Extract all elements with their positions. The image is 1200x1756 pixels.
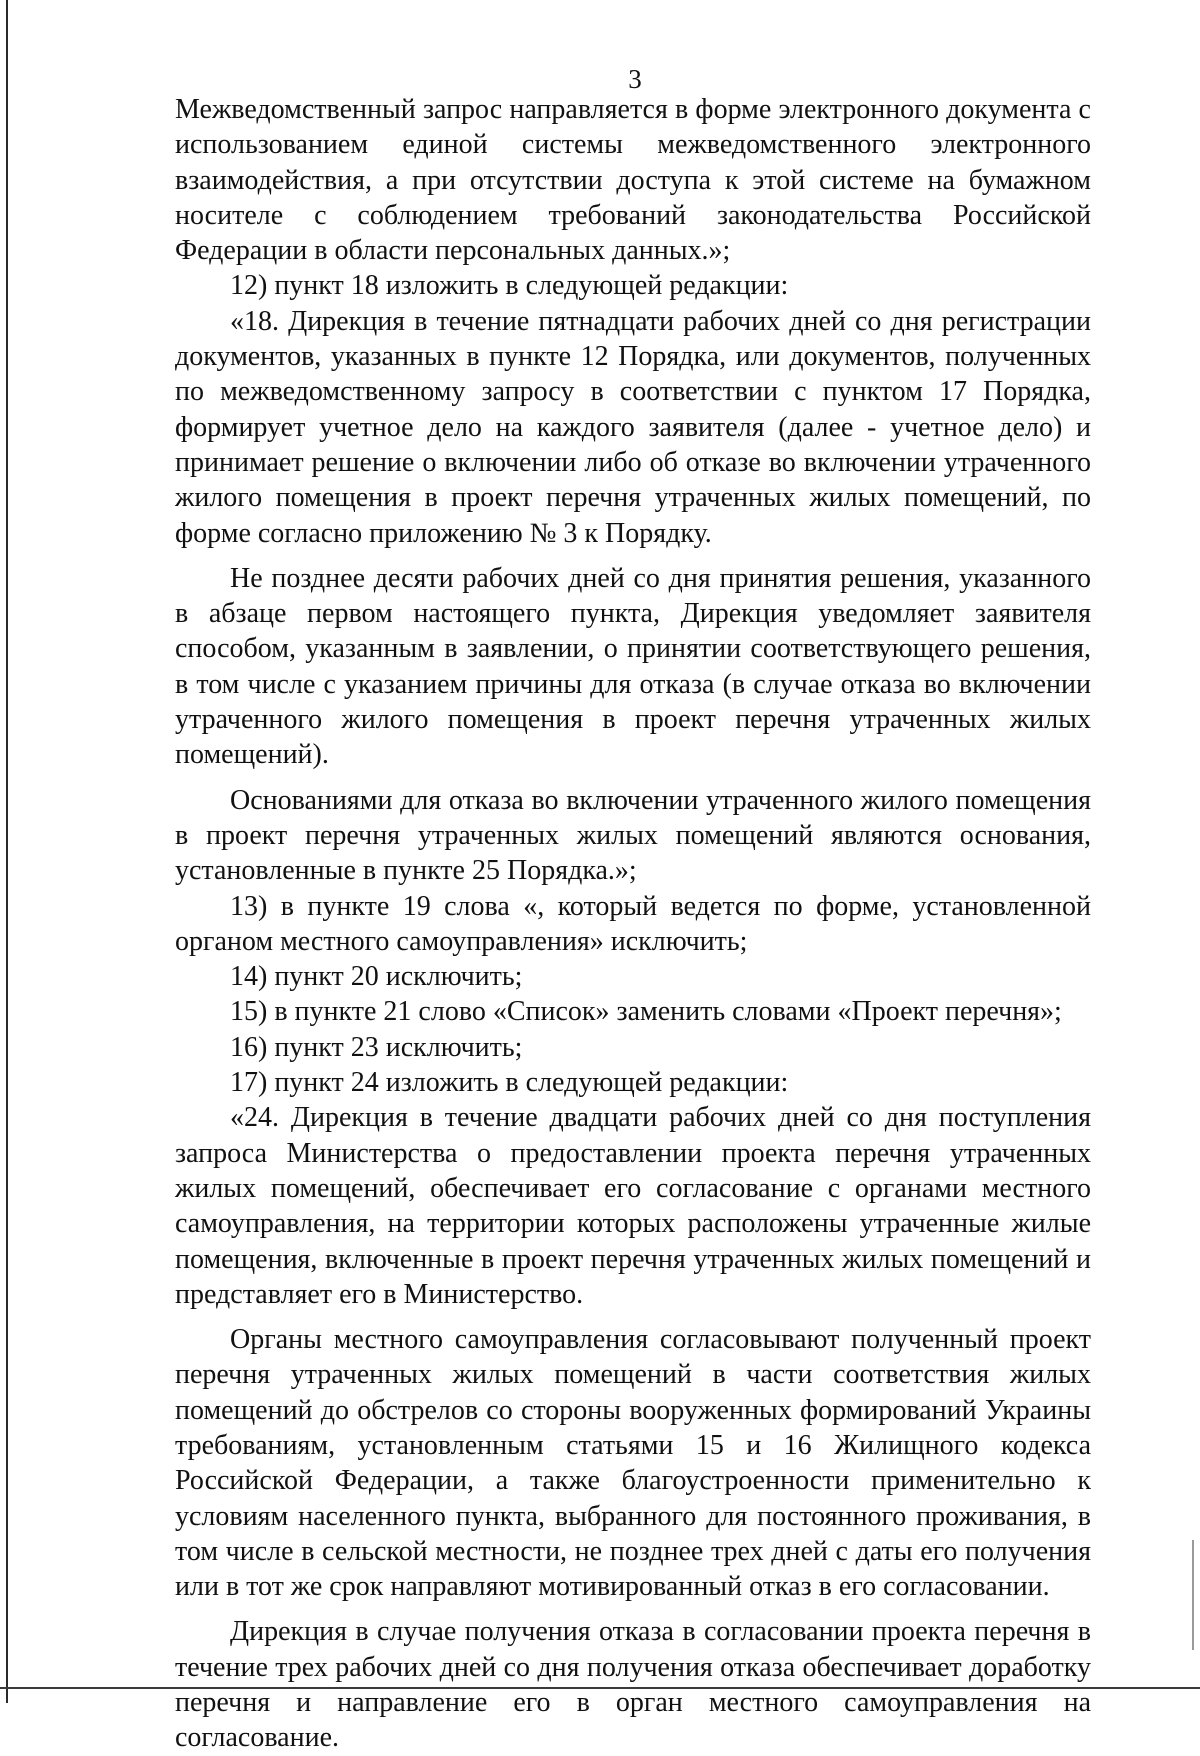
paragraph-1: Межведомственный запрос направляется в форме электронного документа с использованием единой системы межведомственного электронного взаимодействия, а при отсутствии доступа к этой системе на бумажном носителе с соблюдением требований законодательства Российской Федерации в области персональных данных.»;	[175, 94, 1091, 267]
scan-edge-left	[6, 0, 8, 1703]
document-body	[175, 92, 1091, 1756]
page-number: 3	[628, 64, 642, 94]
paragraph-3: «18. Дирекция в течение пятнадцати рабочих дней со дня регистрации документов, указанных в пункте 12 Порядка, или документов, полученных по межведомственному запросу в соответствии с пунктом 17 Порядка, формирует учетное дело на каждого заявителя (далее - учетное дело) и принимает решение о включении либо об отказе во включении утраченного жилого помещения в проект перечня утраченных жилых помещений, по форме согласно приложению № 3 к Порядку.	[175, 305, 1091, 549]
paragraph-6: 13) в пункте 19 слова «, который ведется по форме, установленной органом местного самоуправления» исключить;	[175, 890, 1091, 957]
paragraph-8: 15) в пункте 21 слово «Список» заменить словами «Проект перечня»;	[230, 996, 1062, 1028]
paragraph-13: Дирекция в случае получения отказа в согласовании проекта перечня в течение трех рабочих дней со дня получения отказа обеспечивает доработку перечня и направление его в орган местного самоуправления на согласование.	[175, 1616, 1091, 1754]
paragraph-7: 14) пункт 20 исключить;	[230, 961, 523, 993]
paragraph-10: 17) пункт 24 изложить в следующей редакции:	[230, 1067, 789, 1099]
paragraph-4: Не позднее десяти рабочих дней со дня принятия решения, указанного в абзаце первом настоящего пункта, Дирекция уведомляет заявителя способом, указанным в заявлении, о принятии соответствующего решения, в том числе с указанием причины для отказа (в случае отказа во включении утраченного жилого помещения в проект перечня утраченных жилых помещений).	[175, 562, 1091, 771]
paragraph-2: 12) пункт 18 изложить в следующей редакции:	[230, 270, 789, 302]
paragraph-9: 16) пункт 23 исключить;	[230, 1031, 523, 1063]
paragraph-11: «24. Дирекция в течение двадцати рабочих дней со дня поступления запроса Министерства о предоставлении проекта перечня утраченных жилых помещений, обеспечивает его согласование с органами местного самоуправления, на территории которых расположены утраченные жилые помещения, включенные в проект перечня утраченных жилых помещений и представляет его в Министерство.	[175, 1102, 1091, 1310]
paragraph-12: Органы местного самоуправления согласовывают полученный проект перечня утраченных жилых помещений в части соответствия жилых помещений до обстрелов со стороны вооруженных формирований Украины требованиям, установленным статьями 15 и 16 Жилищного кодекса Российской Федерации, а также благоустроенности применительно к условиям населенного пункта, выбранного для постоянного проживания, в том числе в сельской местности, не позднее трех дней с даты его получения или в тот же срок направляют мотивированный отказ в его согласовании.	[175, 1324, 1091, 1603]
paragraph-5: Основаниями для отказа во включении утраченного жилого помещения в проект перечня утраченных жилых помещений являются основания, установленные в пункте 25 Порядка.»;	[175, 784, 1091, 887]
scan-edge-right	[1192, 1540, 1194, 1650]
